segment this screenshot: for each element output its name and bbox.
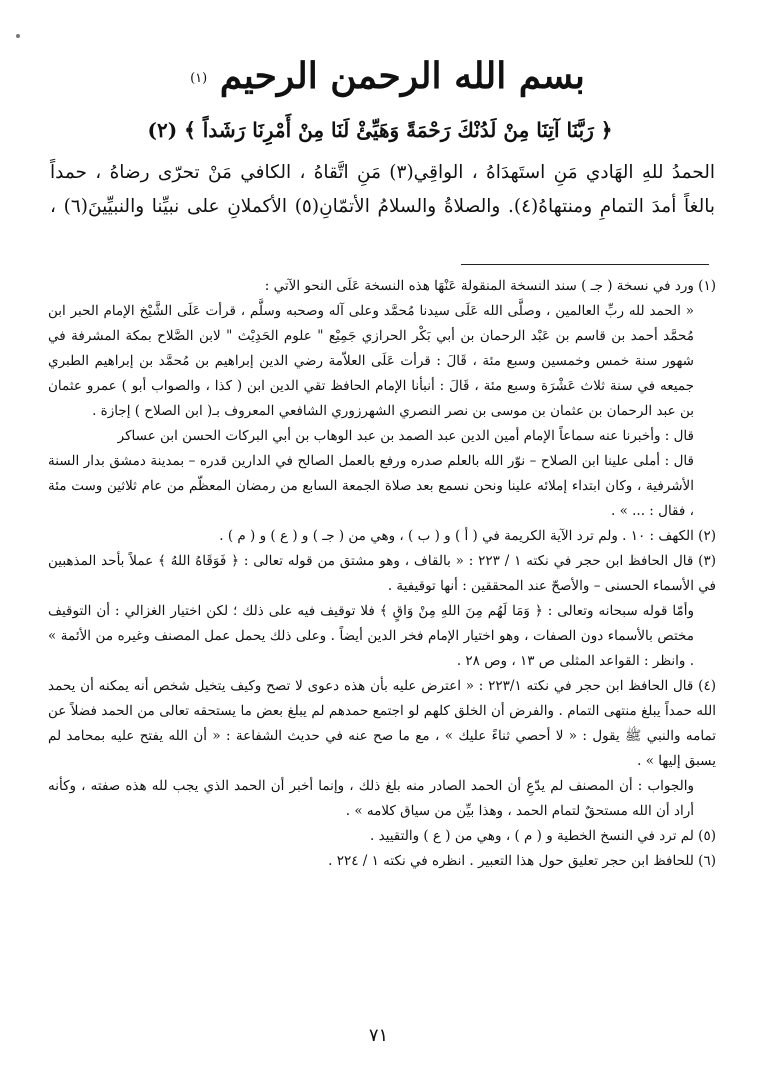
footnote-paragraph: (١) ورد في نسخة ( جـ ) سند النسخة المنقولة عَنْهَا هذه النسخة عَلَى النحو الآتي : xyxy=(264,278,716,294)
footnote-paragraph: (٣) قال الحافظ ابن حجر في نكته ١ / ٢٢٣ : « بالقاف ، وهو مشتق من قوله تعالى : ﴿ فَوَقَاهُ اللهُ ﴾ عملاً بأحد المذهبين في الأسماء الحسنى – والأصحّ عند المحققين : أنها توقيفية . xyxy=(48,553,716,594)
footnote-paragraph: والجواب : أن المصنف لم يدّعِ أن الحمد الصادر منه بلغ ذلك ، وإنما أخبر أن الحمد الذي يجب لله هذه صفته ، وكأنه أراد أن الله مستحقٌ لتمام الحمد ، وهذا بيِّن من سياق كلامه » . xyxy=(48,778,694,819)
basmala-heading xyxy=(0,54,757,107)
footnotes xyxy=(48,274,716,874)
footnote-paragraph: (٥) لم ترد في النسخ الخطية و ( م ) ، وهي من ( ع ) والتقييد . xyxy=(369,828,716,844)
page-number: ٧١ xyxy=(368,1025,389,1046)
main-line: بالغاً أمدَ التمامِ ومنتهاهُ(٤). والصلاةُ والسلامُ الأتمّانِ(٥) الأكملانِ على نبيِّنا والنبيِّينَ(٦) ، xyxy=(50,196,715,217)
footnote-paragraph: (٢) الكهف : ١٠ . ولم ترد الآية الكريمة في ( أ ) و ( ب ) ، وهي من ( جـ ) و ( ع ) و ( م ) . xyxy=(219,528,716,544)
main-line: الحمدُ للهِ الهَادي مَنِ استَهدَاهُ ، الواقِي(٣) مَنِ اتَّقاهُ ، الكافي مَنْ تحرّى رضاهُ ، حمداً xyxy=(50,162,715,183)
footnote-paragraph: « الحمد لله ربِّ العالمين ، وصلَّى الله عَلَى سيدنا مُحمَّد وعلى آله وصحبه وسلَّم ، قرأت عَلَى الشَّيْخ الإمام الحبر ابن مُحمَّد أحمد بن قاسم بن عَبْد الرحمان بن أبي بَكْر الحرازي جَمِيْع " علوم الحَدِيْث " لابن الصَّلاح بمكة المشرفة في شهور سنة خمس وخمسين وسبع مئة ، قَالَ : قرأت عَلَى العلاّمة رضي الدين إبراهيم بن مُحمَّد بن إبراهيم الطبري جميعه في سنة ثلاث عَشْرَة وسبع مئة ، قَالَ : أنبأنا الإمام الحافظ تقي الدين ابن ( كذا ، والصواب أبو ) عمرو عثمان بن عبد الرحمان بن عثمان بن موسى بن نصر النصري الشهرزوري الشافعي المعروف بـ( ابن الصلاح ) إجازة . xyxy=(48,303,694,419)
basmala-text: بسم الله الرحمن الرحيم xyxy=(219,55,585,97)
footnote-paragraph: قال : وأخبرنا عنه سماعاً الإمام أمين الدين عبد الصمد بن عبد الوهاب بن أبي البركات الحسن ابن عساكر xyxy=(117,428,694,444)
footnote-paragraph: (٦) للحافظ ابن حجر تعليق حول هذا التعبير . انظره في نكته ١ / ٢٢٤ . xyxy=(328,853,716,869)
footnote-separator xyxy=(461,264,709,265)
main-text xyxy=(50,156,715,224)
quran-verse: ﴿ رَبَّنَا آتِنَا مِنْ لَدُنْكَ رَحْمَةً وَهَيِّئْ لَنَا مِنْ أَمْرِنَا رَشَداً ﴾ (٢) xyxy=(147,118,613,142)
footnote-paragraph: (٤) قال الحافظ ابن حجر في نكته ٢٢٣/١ : « اعترض عليه بأن هذه دعوى لا تصح وكيف يتخيل شخص أنه يمكنه أن يحمد الله حمداً يبلغ منتهى التمام . والفرض أن الخلق كلهم لو اجتمع حمدهم لم يبلغ بعض ما يستحقه تعالى من الحمد فضلاً عن تمامه والنبي ﷺ يقول : « لا أحصي ثناءً عليك » ، مع ما صح عنه في حديث الشفاعة : « أن الله يفتح عليه بمحامد لم يسبق إليها » . xyxy=(48,678,716,769)
basmala-footnote-ref: (١) xyxy=(190,71,208,86)
footnote-paragraph: وأمّا قوله سبحانه وتعالى : ﴿ وَمَا لَهُم مِنَ اللهِ مِنْ وَاقٍ ﴾ فلا توقيف فيه على ذلك ؛ لكن اختيار الغزالي : أن التوقيف مختص بالأسماء دون الصفات ، وهو اختيار الإمام فخر الدين أيضاً . وعلى ذلك يحمل عمل المصنف وغيره من الأئمة » . وانظر : القواعد المثلى ص ١٣ ، وص ٢٨ . xyxy=(48,603,694,669)
scan-speck xyxy=(16,34,20,38)
footnote-paragraph: قال : أملى علينا ابن الصلاح – نوّر الله بالعلم صدره ورفع بالعمل الصالح في الدارين قدره – بمدينة دمشق بدار السنة الأشرفية ، وكان ابتداء إملائه علينا ونحن نسمع بعد صلاة الجمعة السابع من رمضان المعظّم من عام ثلاثين وست مئة ، فقال : ... » . xyxy=(48,453,694,519)
